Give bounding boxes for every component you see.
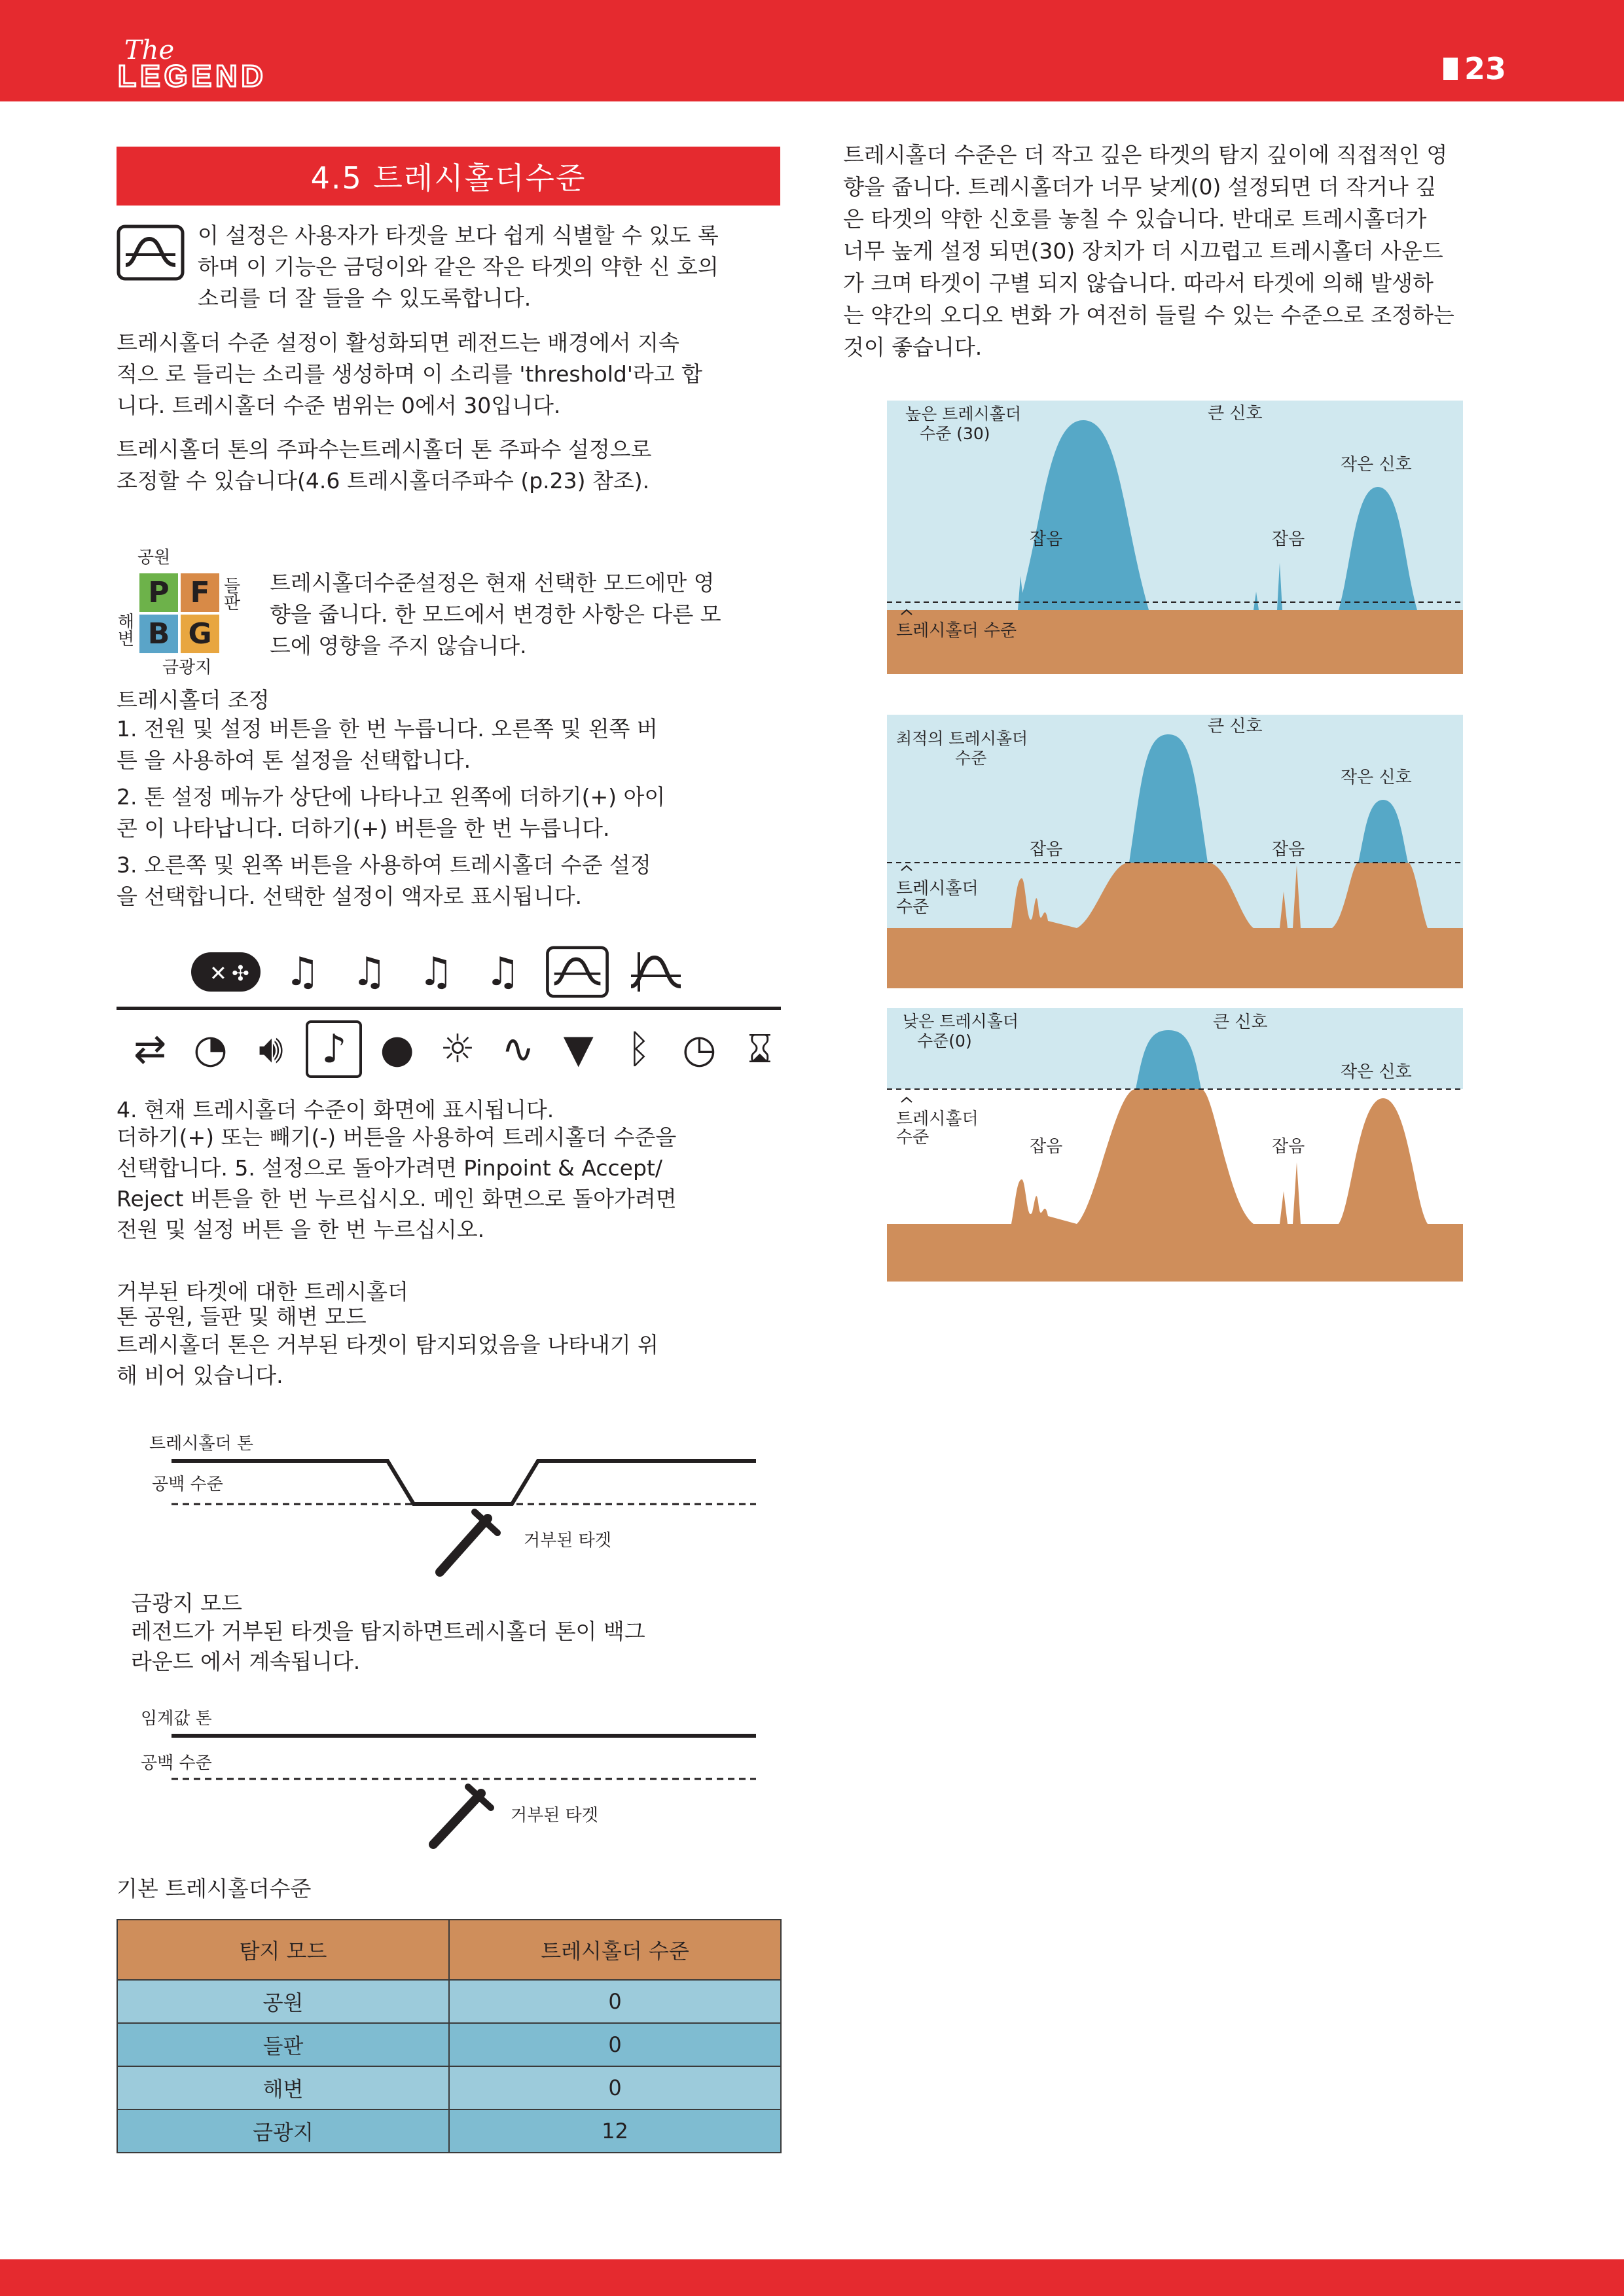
mode-label-top: 공원: [137, 548, 171, 567]
step4-line: 4. 현재 트레시홀더 수준이 화면에 표시됩니다.: [117, 1097, 554, 1122]
page-number-text: 23: [1464, 51, 1506, 86]
big-signal-label: 큰 신호: [1208, 717, 1263, 736]
threshold-chart-optimal: [887, 715, 1463, 988]
small-signal-label: 작은 신호: [1341, 1062, 1412, 1082]
noise-label: 잡음: [1272, 840, 1305, 859]
chart-level-label-line: 높은 트레시홀더: [905, 404, 1021, 423]
mode-note-line: 트레시홀더수준설정은 현재 선택한 모드에만 영: [270, 570, 715, 596]
icon-row-top: [190, 942, 779, 1001]
mode-note-line: 드에 영향을 주지 않습니다.: [270, 633, 527, 658]
arrows-bars-icon: ⇄: [134, 1026, 167, 1072]
paragraph-line: 트레시홀더 톤의 주파수는트레시홀더 톤 주파수 설정으로: [117, 437, 652, 462]
table-cell: 공원: [117, 1980, 449, 2023]
step-line: 콘 이 나타납니다. 더하기(+) 버튼을 한 번 누릅니다.: [117, 816, 610, 841]
step4-line: 더하기(+) 또는 빼기(-) 버튼을 사용하여 트레시홀더 수준을: [117, 1124, 677, 1150]
noise-label: 잡음: [1272, 1137, 1305, 1157]
table-cell: 0: [449, 2066, 781, 2109]
mode-note-line: 향을 줍니다. 한 모드에서 변경한 사항은 다른 모: [270, 601, 721, 627]
intro-line: 소리를 더 잘 들을 수 있도록합니다.: [198, 285, 532, 311]
mode-grid: [117, 547, 247, 678]
speaker-icon: 🔊︎: [258, 1026, 283, 1072]
chart-level-label-line: 수준 (30): [920, 424, 990, 443]
table-row: [117, 2023, 781, 2066]
right-line: 향을 줍니다. 트레시홀더가 너무 낮게(0) 설정되면 더 작거나 깊: [843, 174, 1437, 200]
adjust-title: 트레시홀더 조정: [117, 687, 270, 713]
svg-text:The: The: [124, 35, 175, 65]
blank-label: 공백 수준: [152, 1475, 223, 1494]
right-line: 은 타겟의 약한 신호를 놓칠 수 있습니다. 반대로 트레시홀더가: [843, 206, 1427, 232]
mode-park-cell: P: [139, 573, 178, 612]
step-line: 1. 전원 및 설정 버튼을 한 번 누릅니다. 오른쪽 및 왼쪽 버: [117, 716, 658, 742]
rejected-section: [117, 1280, 784, 1391]
step-line: 튼 을 사용하여 톤 설정을 선택합니다.: [117, 747, 471, 773]
sun-icon: ☼: [440, 1026, 475, 1072]
table-cell: 0: [449, 2023, 781, 2066]
intro-line: 이 설정은 사용자가 타겟을 보다 쉽게 식별할 수 있도 록: [198, 223, 719, 248]
chart-level-label-line: 수준: [955, 749, 987, 768]
chart-level-label-line: 최적의 트레시홀더: [896, 729, 1028, 748]
speaker-note-icon: ♪: [306, 1020, 362, 1078]
reject-icon: [190, 949, 262, 995]
bluetooth-icon: ᛒ: [627, 1026, 651, 1072]
gauge-icon: ◔: [193, 1026, 228, 1072]
step-line: 을 선택합니다. 선택한 설정이 액자로 표시됩니다.: [117, 884, 582, 909]
table-cell: 들판: [117, 2023, 449, 2066]
table-header: 트레시홀더 수준: [449, 1920, 781, 1980]
chart-level-label: [896, 729, 1028, 768]
battery-icon: [1443, 58, 1458, 80]
big-signal-label: 큰 신호: [1208, 404, 1263, 423]
paragraph-line: 조정할 수 있습니다(4.6 트레시홀더주파수 (p.23) 참조).: [117, 468, 650, 493]
table-cell: 12: [449, 2109, 781, 2153]
note-arrows-icon: ♫: [485, 949, 520, 995]
rejected-line: 톤 공원, 들판 및 해변 모드: [117, 1304, 367, 1329]
paragraph-line: 트레시홀더 수준 설정이 활성화되면 레전드는 배경에서 지속: [117, 330, 679, 355]
table-cell: 0: [449, 1980, 781, 2023]
tone-label: 임계값 톤: [141, 1709, 212, 1729]
footer-bar: [0, 2259, 1624, 2296]
mode-label-left: 해변: [115, 613, 134, 647]
noise-label: 잡음: [1272, 529, 1305, 549]
paragraph-line: 니다. 트레시홀더 수준 범위는 0에서 30입니다.: [117, 393, 561, 418]
intro-text: [198, 220, 787, 314]
legend-logo: [118, 33, 367, 92]
threshold-wave-icon: [543, 946, 611, 998]
table-header: 탐지 모드: [117, 1920, 449, 1980]
threshold-label: 트레시홀더 수준: [896, 1109, 979, 1147]
noise-label: 잡음: [1030, 1137, 1063, 1157]
threshold-freq-icon: [626, 946, 685, 998]
big-signal-label: 큰 신호: [1213, 1013, 1268, 1032]
threshold-label: 트레시홀더 수준: [896, 879, 979, 917]
noise-label: 잡음: [1030, 529, 1063, 549]
right-line: 가 크며 타겟이 구별 되지 않습니다. 따라서 타겟에 의해 발생하: [843, 270, 1434, 296]
rejected-line: 해 비어 있습니다.: [117, 1363, 283, 1388]
mode-gold-cell: G: [181, 615, 219, 653]
tone-line-graphic: [131, 1702, 785, 1859]
table-row: [117, 1980, 781, 2023]
step4-line: Reject 버튼을 한 번 누르십시오. 메인 화면으로 돌아가려면: [117, 1186, 677, 1211]
paragraph-frequency: [117, 434, 784, 497]
blank-label: 공백 수준: [141, 1753, 212, 1773]
section-title: 4.5 트레시홀더수준: [117, 147, 780, 206]
goldfield-tone-diagram: [131, 1702, 785, 1859]
adjust-section: [117, 687, 784, 912]
small-signal-label: 작은 신호: [1341, 768, 1412, 787]
right-line: 너무 높게 설정 되면(30) 장치가 더 시끄럽고 트레시홀더 사운드: [843, 238, 1443, 264]
target-label: 거부된 타겟: [524, 1531, 611, 1551]
mode-label-right: 들판: [221, 577, 240, 611]
mode-beach-cell: B: [139, 615, 178, 653]
mode-field-cell: F: [181, 573, 219, 612]
right-line: 것이 좋습니다.: [843, 334, 983, 360]
noise-label: 잡음: [1030, 840, 1063, 859]
table-title: 기본 트레시홀더수준: [117, 1876, 312, 1901]
flashlight-icon: ▼: [563, 1026, 594, 1072]
threshold-label: 트레시홀더 수준: [896, 621, 1017, 641]
table-cell: 해변: [117, 2066, 449, 2109]
hourglass-icon: ⌛︎: [747, 1026, 772, 1072]
mode-label-bottom: 금광지: [162, 658, 212, 677]
threshold-table: [117, 1919, 782, 2153]
goldfield-line: 레전드가 거부된 타겟을 탐지하면트레시홀더 톤이 백그: [131, 1619, 645, 1644]
step4-line: 전원 및 설정 버튼 을 한 번 누르십시오.: [117, 1217, 485, 1242]
threshold-wave-icon: [117, 224, 185, 281]
table-header-row: [117, 1920, 781, 1980]
step4-line: 선택합니다. 5. 설정으로 돌아가려면 Pinpoint & Accept/: [117, 1155, 662, 1181]
goldfield-section: [131, 1590, 785, 1677]
icon-divider: [117, 1007, 781, 1010]
rejected-tone-diagram: [131, 1427, 785, 1584]
tone-label: 트레시홀더 톤: [149, 1434, 253, 1454]
right-line: 는 약간의 오디오 변화 가 여전히 들릴 수 있는 수준으로 조정하는: [843, 302, 1454, 328]
paragraph-line: 적으 로 들리는 소리를 생성하며 이 소리를 'threshold'라고 합: [117, 361, 703, 387]
step-line: 3. 오른쪽 및 왼쪽 버튼을 사용하여 트레시홀더 수준 설정: [117, 852, 651, 878]
small-signal-label: 작은 신호: [1341, 455, 1412, 475]
page-number: [1443, 51, 1506, 86]
clock-icon: ◷: [682, 1026, 717, 1072]
goldfield-line: 라운드 에서 계속됩니다.: [131, 1649, 361, 1674]
note-bars-icon: ♫: [418, 949, 454, 995]
threshold-chart-low: [887, 1008, 1463, 1282]
intro-line: 하며 이 기능은 금덩이와 같은 작은 타겟의 약한 신 호의: [198, 254, 719, 279]
note-1-2-3-icon: ♫: [285, 949, 320, 995]
rejected-line: 거부된 타겟에 대한 트레시홀더: [117, 1279, 408, 1304]
step4-section: [117, 1098, 784, 1245]
squiggle-icon: ∿: [501, 1026, 535, 1072]
rejected-line: 트레시홀더 톤은 거부된 타겟이 탐지되었음을 나타내기 위: [117, 1332, 659, 1357]
step-line: 2. 톤 설정 메뉴가 상단에 나타나고 왼쪽에 더하기(+) 아이: [117, 784, 666, 810]
table-row: [117, 2066, 781, 2109]
paragraph-activation: [117, 327, 784, 422]
icon-row-bottom: [124, 1020, 785, 1079]
chart-level-label-line: 낮은 트레시홀더: [903, 1012, 1019, 1031]
right-paragraph: [843, 139, 1517, 363]
chart-level-label: [903, 1012, 1019, 1051]
chart-level-label: [905, 404, 1021, 444]
mode-note: [270, 567, 787, 662]
target-nail-icon: [433, 1787, 491, 1844]
person-icon: ●: [380, 1026, 414, 1072]
right-line: 트레시홀더 수준은 더 작고 깊은 타겟의 탐지 깊이에 직접적인 영: [843, 142, 1448, 168]
svg-text:LEGEND: LEGEND: [118, 59, 267, 92]
threshold-chart-high: [887, 401, 1463, 674]
table-cell: 금광지: [117, 2109, 449, 2153]
goldfield-line: 금광지 모드: [131, 1590, 242, 1616]
target-label: 거부된 타겟: [511, 1806, 598, 1825]
chart-level-label-line: 수준(0): [917, 1031, 972, 1050]
target-nail-icon: [440, 1512, 497, 1572]
svg-text:✣: ✣: [232, 961, 249, 986]
table-row: [117, 2109, 781, 2153]
note-speaker-icon: ♫: [352, 949, 387, 995]
svg-text:✕: ✕: [209, 961, 227, 986]
